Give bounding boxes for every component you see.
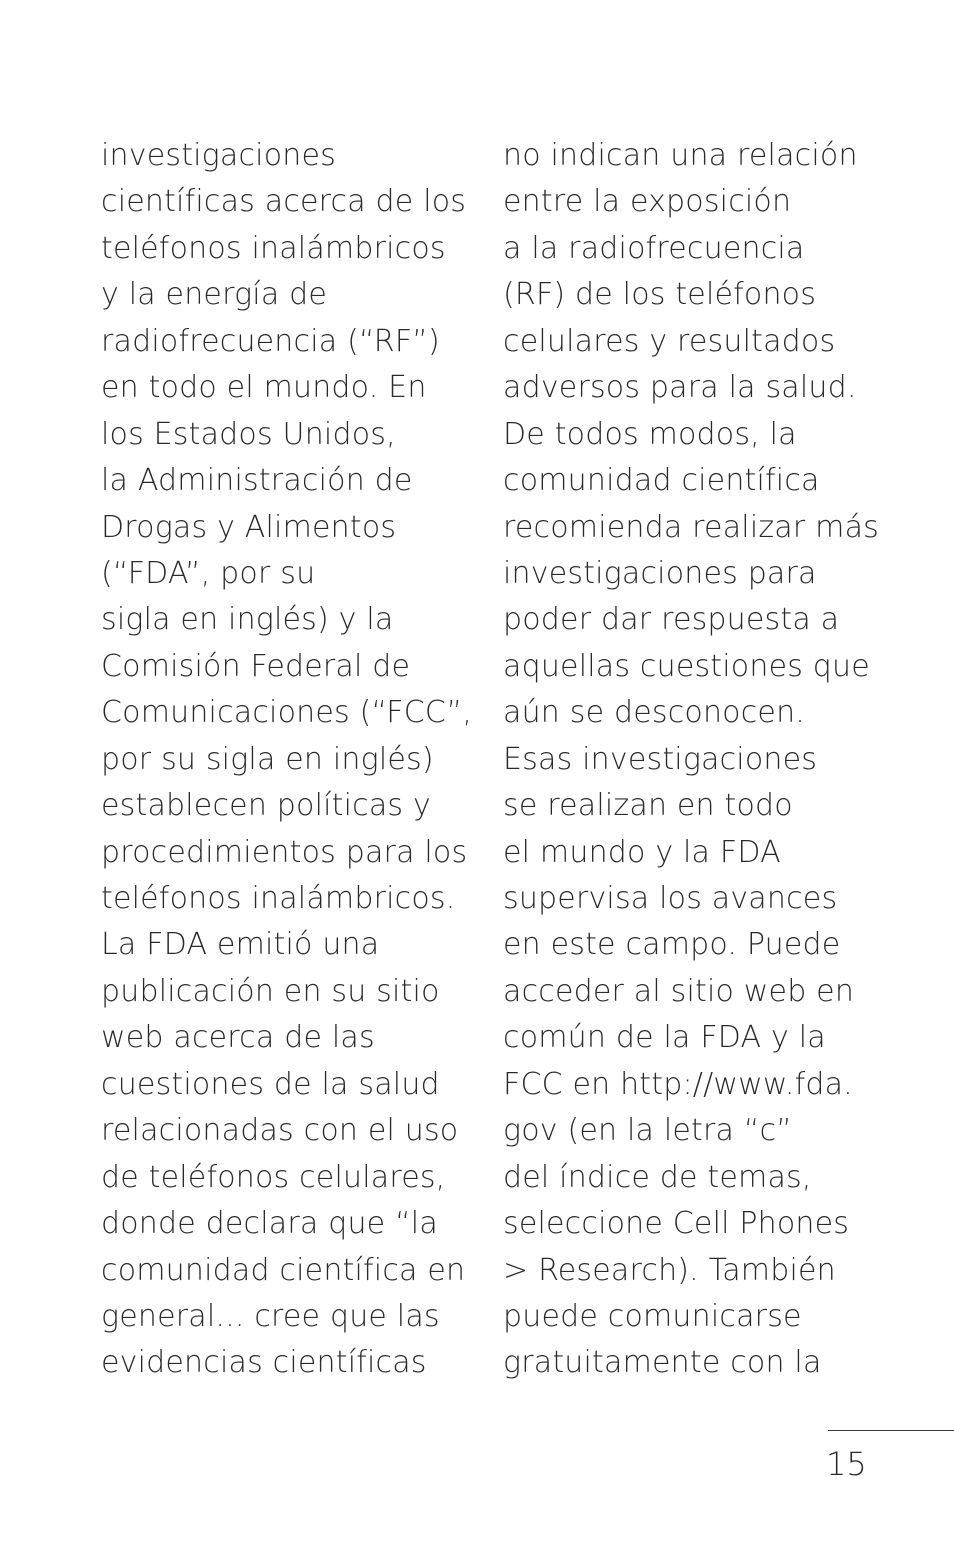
text-line: Comunicaciones (“FCC”, bbox=[101, 695, 473, 731]
text-line: De todos modos, la bbox=[503, 416, 797, 452]
text-line: teléfonos inalámbricos bbox=[101, 230, 446, 266]
text-line: general... cree que las bbox=[101, 1298, 440, 1334]
text-line: FCC en http://www.fda. bbox=[503, 1066, 853, 1102]
text-line: cuestiones de la salud bbox=[101, 1066, 440, 1102]
text-line: (“FDA”, por su bbox=[101, 555, 316, 591]
text-line: > Research). También bbox=[503, 1252, 836, 1288]
text-line: del índice de temas, bbox=[503, 1159, 812, 1195]
text-line: acceder al sitio web en bbox=[503, 973, 855, 1009]
text-line: establecen políticas y bbox=[101, 788, 431, 824]
text-line: los Estados Unidos, bbox=[101, 416, 396, 452]
text-line: donde declara que “la bbox=[101, 1206, 438, 1242]
text-line: comunidad científica bbox=[503, 463, 820, 499]
text-line: adversos para la salud. bbox=[503, 370, 857, 406]
page-number-rule bbox=[828, 1430, 954, 1431]
right-text-column bbox=[503, 133, 879, 1387]
text-line: entre la exposición bbox=[503, 184, 792, 220]
text-line: publicación en su sitio bbox=[101, 973, 440, 1009]
text-line: radiofrecuencia (“RF”) bbox=[101, 323, 440, 359]
text-line: puede comunicarse bbox=[503, 1298, 802, 1334]
left-text-column bbox=[101, 133, 472, 1387]
text-line: científicas acerca de los bbox=[101, 184, 467, 220]
text-line: Esas investigaciones bbox=[503, 741, 818, 777]
text-line: supervisa los avances bbox=[503, 881, 838, 916]
text-line: de teléfonos celulares, bbox=[101, 1159, 446, 1195]
text-line: gratuitamente con la bbox=[503, 1345, 822, 1381]
text-line: la Administración de bbox=[101, 463, 413, 499]
text-line: comunidad científica en bbox=[101, 1252, 466, 1288]
text-line: en todo el mundo. En bbox=[101, 370, 427, 406]
text-line: por su sigla en inglés) bbox=[101, 741, 434, 777]
text-line: común de la FDA y la bbox=[503, 1020, 826, 1056]
text-line: en este campo. Puede bbox=[503, 927, 841, 963]
text-line: (RF) de los teléfonos bbox=[503, 277, 817, 313]
text-line: La FDA emitió una bbox=[101, 927, 380, 963]
text-line: investigaciones para bbox=[503, 555, 817, 591]
text-line: teléfonos inalámbricos. bbox=[101, 881, 456, 916]
text-line: Comisión Federal de bbox=[101, 648, 411, 684]
text-line: gov (en la letra “c” bbox=[503, 1113, 792, 1149]
text-line: investigaciones bbox=[101, 138, 336, 173]
text-line: no indican una relación bbox=[503, 138, 858, 173]
text-line: recomienda realizar más bbox=[503, 509, 879, 545]
text-line: el mundo y la FDA bbox=[503, 834, 781, 870]
text-line: se realizan en todo bbox=[503, 788, 793, 824]
text-line: aún se desconocen. bbox=[503, 695, 806, 731]
text-line: celulares y resultados bbox=[503, 323, 836, 359]
text-line: relacionadas con el uso bbox=[101, 1113, 459, 1149]
text-line: aquellas cuestiones que bbox=[503, 648, 870, 684]
text-line: y la energía de bbox=[101, 277, 328, 313]
text-line: seleccione Cell Phones bbox=[503, 1206, 850, 1242]
text-line: a la radiofrecuencia bbox=[503, 230, 805, 266]
text-line: evidencias científicas bbox=[101, 1345, 427, 1381]
text-line: poder dar respuesta a bbox=[503, 602, 840, 638]
text-line: Drogas y Alimentos bbox=[101, 509, 397, 545]
text-line: web acerca de las bbox=[101, 1020, 375, 1056]
page-number: 15 bbox=[826, 1445, 867, 1483]
text-line: procedimientos para los bbox=[101, 834, 468, 870]
text-line: sigla en inglés) y la bbox=[101, 602, 394, 638]
